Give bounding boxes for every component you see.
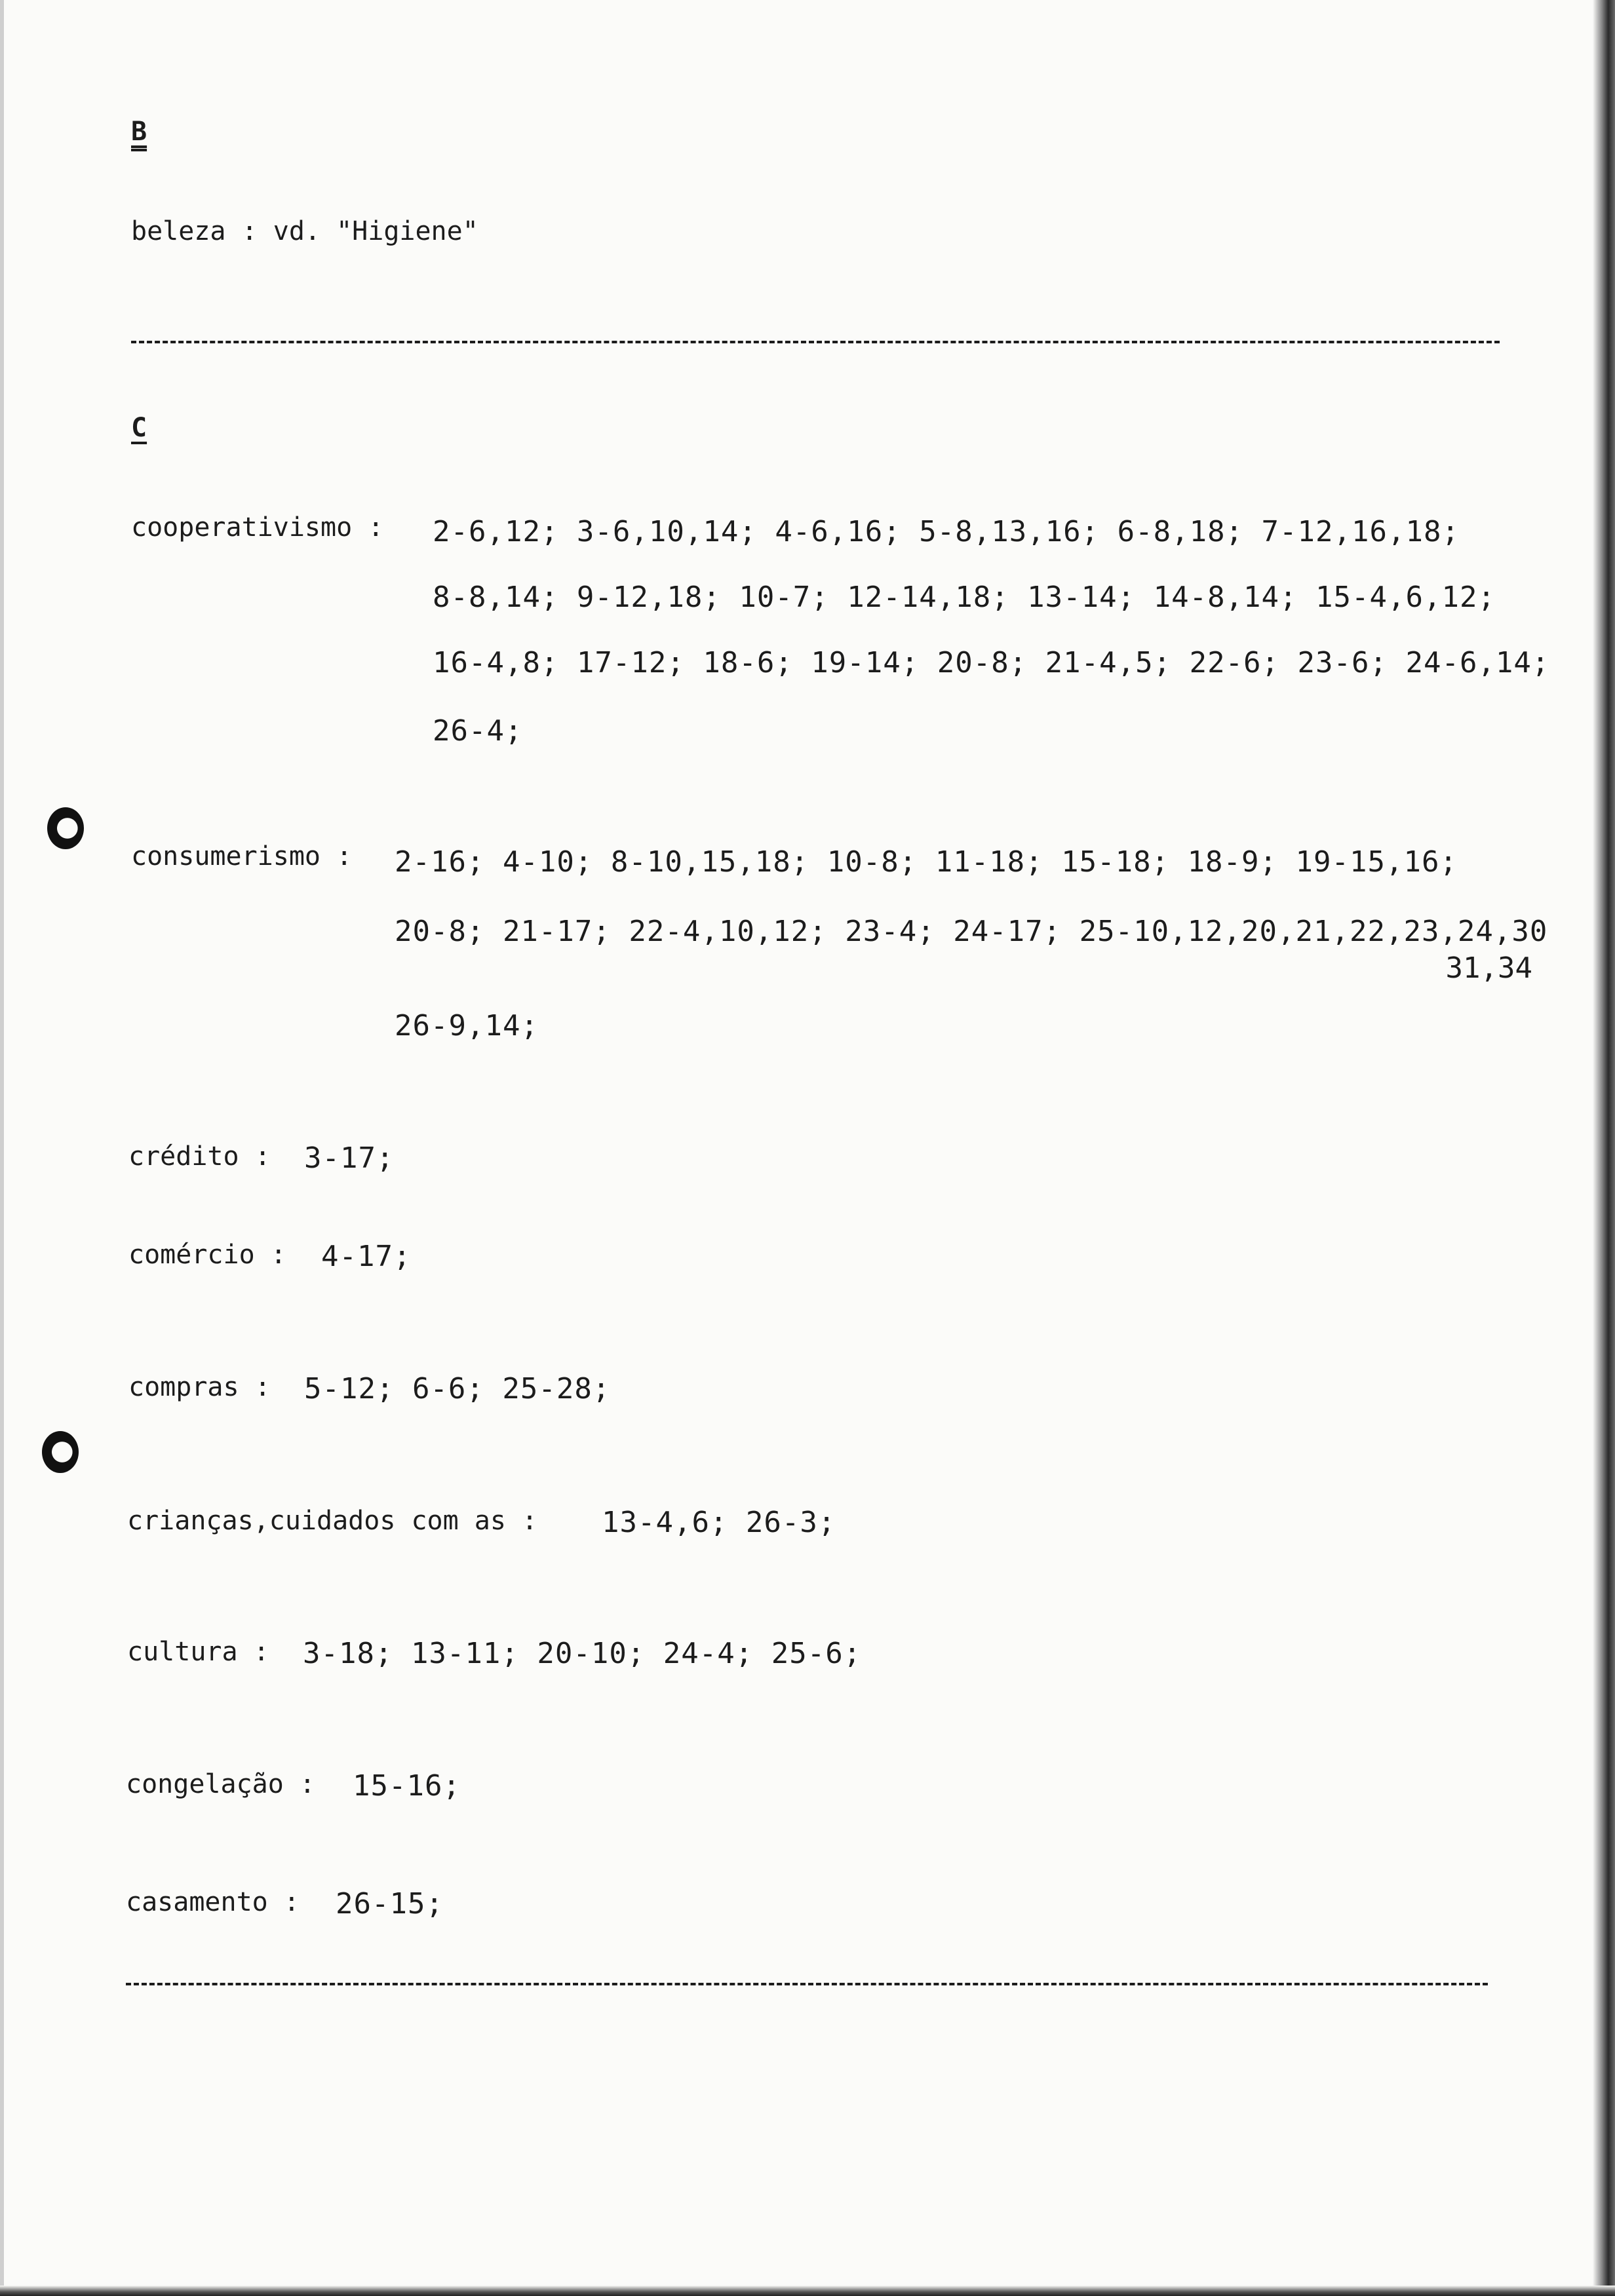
entry-refs-line: 31,34 [1445, 951, 1532, 985]
entry-refs: 15-16; [353, 1769, 461, 1803]
punch-hole-icon [47, 807, 84, 849]
section-letter-c: C [131, 413, 147, 443]
entry-refs: 26-15; [336, 1887, 444, 1921]
bottom-edge-shadow [0, 2286, 1615, 2296]
left-edge [0, 0, 4, 2296]
entry-refs: 3-17; [304, 1141, 395, 1175]
entry-refs-line: 2-6,12; 3-6,10,14; 4-6,16; 5-8,13,16; 6-8,18; 7-12,16,18; [433, 515, 1460, 548]
entry-term-cooperativismo: cooperativismo : [131, 512, 384, 543]
entry-refs-line: 2-16; 4-10; 8-10,15,18; 10-8; 11-18; 15-18; 18-9; 19-15,16; [395, 845, 1458, 879]
entry-refs: 4-17; [321, 1240, 412, 1273]
entry-refs: 5-12; 6-6; 25-28; [304, 1372, 611, 1406]
entry-refs: 3-18; 13-11; 20-10; 24-4; 25-6; [303, 1637, 862, 1670]
entry-term-congelacao: congelação : [126, 1769, 315, 1799]
entry-term-compras: compras : [128, 1372, 271, 1402]
entry-refs-line: 16-4,8; 17-12; 18-6; 19-14; 20-8; 21-4,5; 22-6; 23-6; 24-6,14; [433, 646, 1550, 679]
entry-term-criancas: crianças,cuidados com as : [127, 1506, 538, 1536]
entry-term-consumerismo: consumerismo : [131, 841, 353, 871]
entry-beleza: beleza : vd. "Higiene" [131, 216, 478, 246]
entry-refs: 13-4,6; 26-3; [602, 1506, 836, 1539]
entry-refs-line: 26-9,14; [395, 1009, 539, 1043]
entry-term-cultura: cultura : [127, 1637, 269, 1667]
entry-refs-line: 8-8,14; 9-12,18; 10-7; 12-14,18; 13-14; 14-8,14; 15-4,6,12; [433, 581, 1496, 614]
entry-term-credito: crédito : [128, 1141, 271, 1172]
entry-term-comercio: comércio : [128, 1240, 286, 1270]
entry-term-casamento: casamento : [126, 1887, 300, 1917]
section-divider [131, 341, 1500, 343]
section-letter-b: B [131, 117, 147, 147]
right-edge-shadow [1593, 0, 1615, 2296]
punch-hole-icon [42, 1431, 79, 1473]
entry-refs-line: 20-8; 21-17; 22-4,10,12; 23-4; 24-17; 25-10,12,20,21,22,23,24,30 [395, 915, 1548, 948]
section-divider [126, 1983, 1488, 1985]
entry-refs-line: 26-4; [433, 714, 523, 748]
